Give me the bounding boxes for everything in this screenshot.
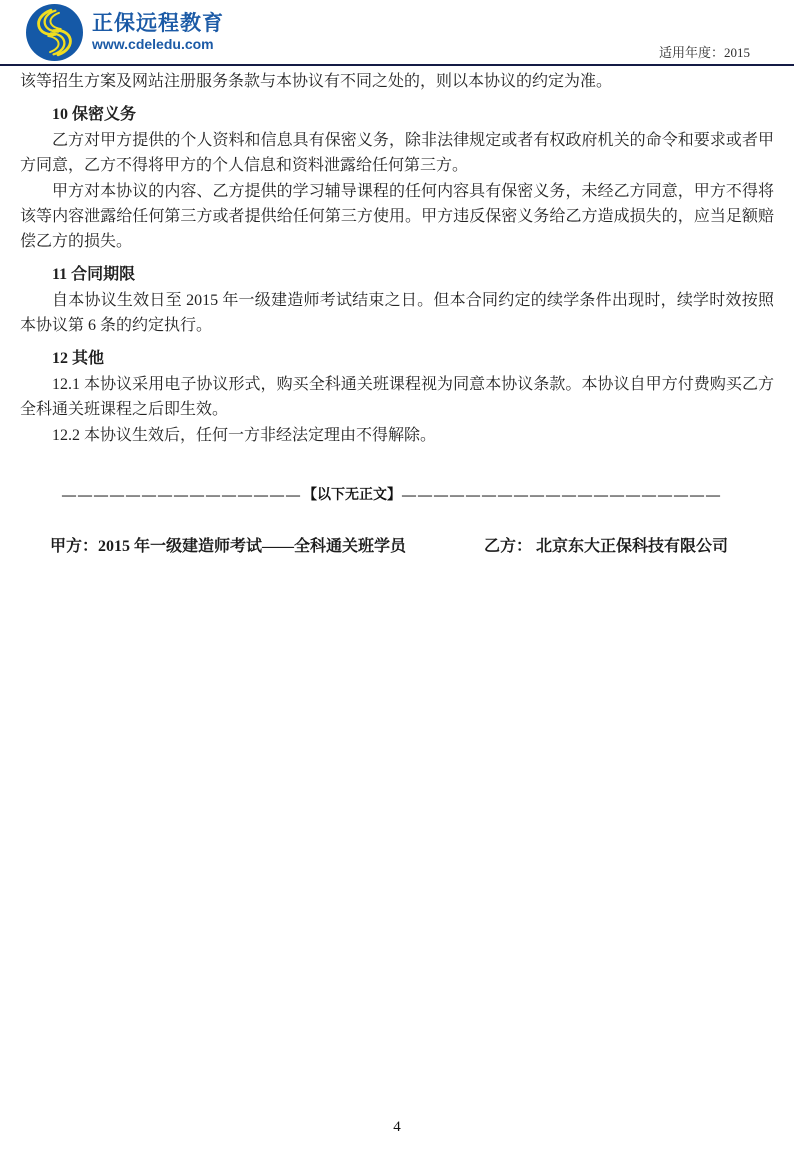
divider-right-dashes: ———————————————————— bbox=[402, 488, 722, 503]
section-10-paragraph-1: 乙方对甲方提供的个人资料和信息具有保密义务，除非法律规定或者有权政府机关的命令和要求或者甲方同意，乙方不得将甲方的个人信息和资料泄露给任何第三方。 bbox=[20, 132, 774, 174]
brand-text bbox=[92, 12, 224, 53]
brand-url: www.cdeledu.com bbox=[92, 36, 214, 52]
party-b-signature-line: 乙方： 北京东大正保科技有限公司 bbox=[483, 538, 728, 555]
section-10-heading: 10 保密义务 bbox=[52, 106, 137, 123]
section-10-paragraph-2: 甲方对本协议的内容、乙方提供的学习辅导课程的任何内容具有保密义务，未经乙方同意，甲方不得将该等内容泄露给任何第三方或者提供给任何第三方使用。甲方违反保密义务给乙方造成损失的，应当足额赔偿乙方的损失。 bbox=[20, 183, 774, 250]
page-number: 4 bbox=[393, 1119, 401, 1135]
brand-swirl-icon bbox=[26, 4, 83, 61]
signature-row bbox=[20, 534, 774, 559]
divider-label: 【以下无正文】 bbox=[303, 488, 401, 503]
divider-left-dashes: ——————————————— bbox=[62, 488, 302, 503]
brand-name: 正保远程教育 bbox=[92, 12, 224, 35]
intro-continuation-line: 该等招生方案及网站注册服务条款与本协议有不同之处的，则以本协议的约定为准。 bbox=[20, 73, 613, 90]
section-12-heading: 12 其他 bbox=[52, 350, 105, 367]
party-a-signature-line: 甲方：2015 年一级建造师考试——全科通关班学员 bbox=[50, 538, 407, 555]
section-11-paragraph-1: 自本协议生效日至 2015 年一级建造师考试结束之日。但本合同约定的续学条件出现时，续学时效按照本协议第 6 条的约定执行。 bbox=[20, 292, 774, 334]
applicable-year-label: 适用年度：2015 bbox=[658, 45, 750, 60]
no-more-text-divider bbox=[20, 486, 774, 506]
section-12-paragraph-1: 12.1 本协议采用电子协议形式，购买全科通关班课程视为同意本协议条款。本协议自甲方付费购买乙方全科通关班课程之后即生效。 bbox=[20, 376, 774, 418]
brand-logo bbox=[26, 4, 224, 61]
section-11-heading: 11 合同期限 bbox=[52, 266, 136, 283]
page-header bbox=[0, 0, 794, 64]
section-12-paragraph-2: 12.2 本协议生效后，任何一方非经法定理由不得解除。 bbox=[52, 427, 437, 444]
header-divider-rule bbox=[0, 64, 794, 66]
contract-body bbox=[20, 68, 774, 559]
